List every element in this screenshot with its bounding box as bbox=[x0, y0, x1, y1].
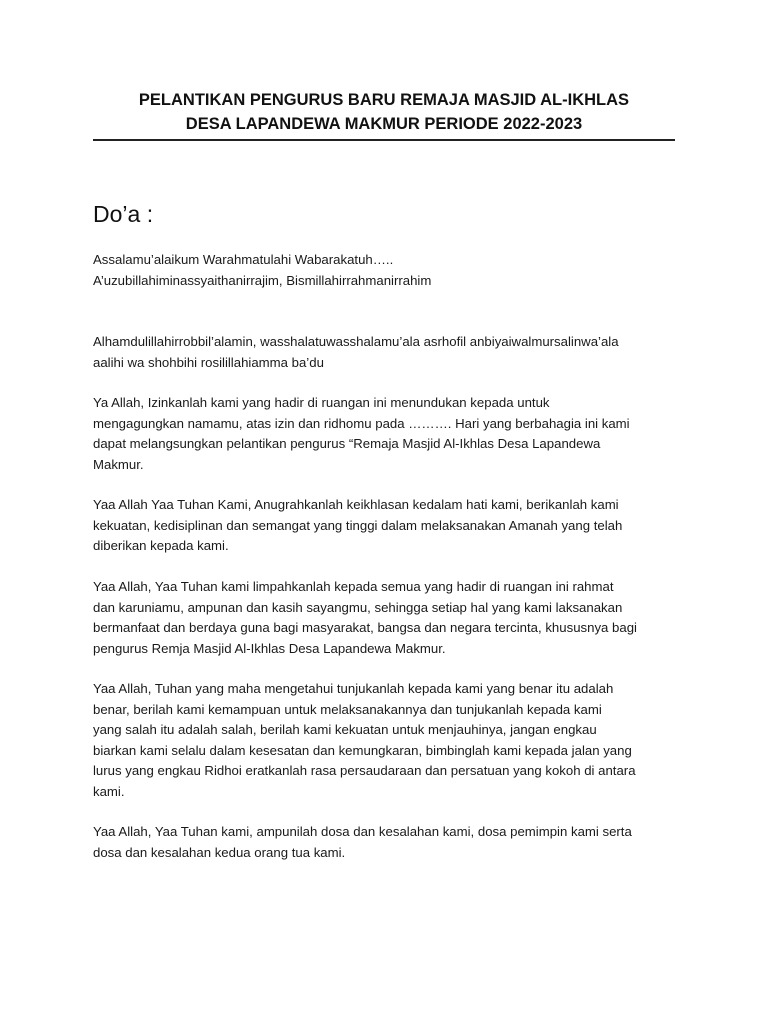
paragraph-line: Yaa Allah, Tuhan yang maha mengetahui tunjukanlah kepada kami yang benar itu adalah bbox=[93, 681, 614, 696]
paragraph-line: Assalamu’alaikum Warahmatulahi Wabarakatuh….. bbox=[93, 252, 394, 267]
paragraph-line: Alhamdulillahirrobbil’alamin, wasshalatuwasshalamu’ala asrhofil anbiyaiwalmursalinwa’ala bbox=[93, 334, 619, 349]
paragraph-line: lurus yang engkau Ridhoi eratkanlah rasa persaudaraan dan persatuan yang kokoh di antara bbox=[93, 763, 636, 778]
paragraph-line: Yaa Allah Yaa Tuhan Kami, Anugrahkanlah keikhlasan kedalam hati kami, berikanlah kami bbox=[93, 497, 619, 512]
title-line-1: PELANTIKAN PENGURUS BARU REMAJA MASJID AL-IKHLAS bbox=[138, 91, 630, 109]
doa-heading: Do’a : bbox=[93, 201, 154, 227]
paragraph-line: aalihi wa shohbihi rosilillahiamma ba’du bbox=[93, 354, 324, 370]
paragraph-line: A’uzubillahiminassyaithanirrajim, Bismillahirrahmanirrahim bbox=[93, 272, 432, 288]
document-title bbox=[93, 88, 675, 136]
paragraph-request bbox=[93, 393, 683, 475]
paragraph-line: kami. bbox=[93, 783, 125, 799]
paragraph-strength bbox=[93, 495, 683, 557]
paragraph-line: yang salah itu adalah salah, berilah kami kekuatan untuk menjauhinya, jangan engkau bbox=[93, 722, 597, 737]
paragraph-opening bbox=[93, 332, 683, 373]
paragraph-greeting bbox=[93, 250, 683, 291]
paragraph-line: biarkan kami selalu dalam kesesatan dan kemungkaran, bimbinglah kami kepada jalan yang bbox=[93, 742, 632, 758]
paragraph-line: dosa dan kesalahan kedua orang tua kami. bbox=[93, 844, 346, 860]
paragraph-line: Makmur. bbox=[93, 456, 144, 472]
paragraph-blessing bbox=[93, 577, 683, 659]
paragraph-line: diberikan kepada kami. bbox=[93, 538, 229, 553]
paragraph-line: Yaa Allah, Yaa Tuhan kami, ampunilah dosa dan kesalahan kami, dosa pemimpin kami serta bbox=[93, 824, 632, 839]
paragraph-line: kekuatan, kedisiplinan dan semangat yang tinggi dalam melaksanakan Amanah yang telah bbox=[93, 517, 623, 533]
paragraph-line: pengurus Remja Masjid Al-Ikhlas Desa Lapandewa Makmur. bbox=[93, 640, 446, 656]
paragraph-guidance bbox=[93, 679, 683, 802]
paragraph-line: dapat melangsungkan pelantikan pengurus “Remaja Masjid Al-Ikhlas Desa Lapandewa bbox=[93, 436, 601, 451]
paragraph-line: dan karuniamu, ampunan dan kasih sayangmu, sehingga setiap hal yang kami laksanakan bbox=[93, 599, 623, 615]
title-divider bbox=[93, 139, 675, 141]
paragraph-line: mengagungkan namamu, atas izin dan ridhomu pada ………. Hari yang berbahagia ini kami bbox=[93, 415, 630, 431]
paragraph-line: bermanfaat dan berdaya guna bagi masyarakat, bangsa dan negara tercinta, khususnya bagi bbox=[93, 620, 637, 635]
paragraph-forgiveness bbox=[93, 822, 683, 863]
title-line-2: DESA LAPANDEWA MAKMUR PERIODE 2022-2023 bbox=[185, 115, 583, 133]
paragraph-line: Yaa Allah, Yaa Tuhan kami limpahkanlah kepada semua yang hadir di ruangan ini rahmat bbox=[93, 579, 614, 594]
paragraph-line: Ya Allah, Izinkanlah kami yang hadir di ruangan ini menundukan kepada untuk bbox=[93, 395, 550, 410]
paragraph-line: benar, berilah kami kemampuan untuk melaksanakannya dan tunjukanlah kepada kami bbox=[93, 701, 602, 717]
